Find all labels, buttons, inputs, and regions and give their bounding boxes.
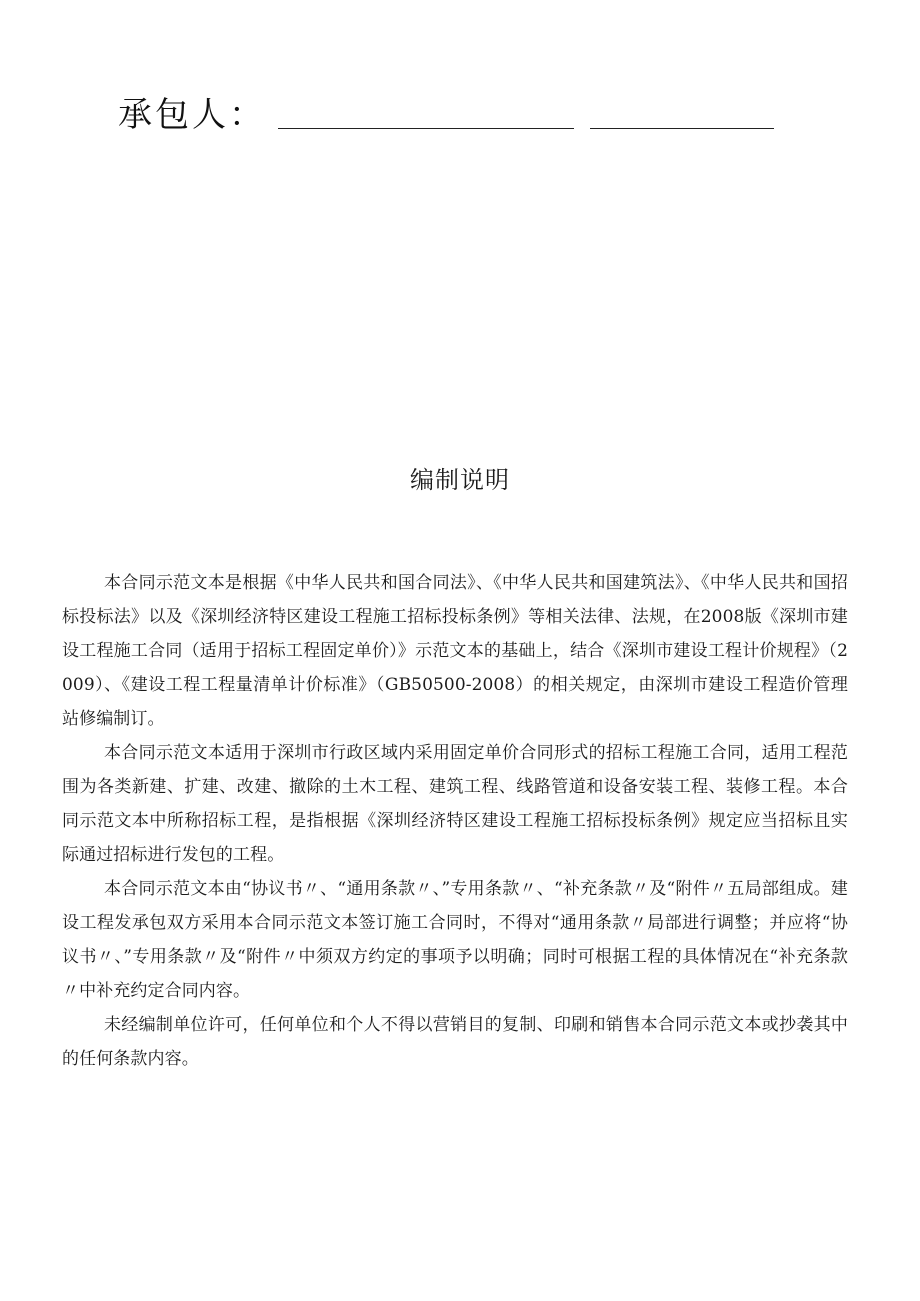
contractor-blank-line-2 bbox=[590, 128, 774, 129]
contractor-blank-line-1 bbox=[278, 128, 574, 129]
contractor-signature-line bbox=[118, 92, 798, 142]
paragraph-composition: 本合同示范文本由“协议书〃、“通用条款〃、”专用条款〃、“补充条款〃及“附件〃五局部组成。建设工程发承包双方采用本合同示范文本签订施工合同时，不得对“通用条款〃局部进行调整；并应将“协议书〃、”专用条款〃及“附件〃中须双方约定的事项予以明确；同时可根据工程的具体情况在“补充条款〃中补充约定合同内容。 bbox=[62, 879, 848, 1001]
section-title: 编制说明 bbox=[410, 466, 510, 494]
paragraph-copyright: 未经编制单位许可，任何单位和个人不得以营销目的复制、印刷和销售本合同示范文本或抄袭其中的任何条款内容。 bbox=[62, 1015, 848, 1069]
paragraph-legal-basis: 本合同示范文本是根据《中华人民共和国合同法》、《中华人民共和国建筑法》、《中华人民共和国招标投标法》以及《深圳经济特区建设工程施工招标投标条例》等相关法律、法规，在2008版《深圳市建设工程施工合同（适用于招标工程固定单价）》示范文本的基础上，结合《深圳市建设工程计价规程》（2009）、《建设工程工程量清单计价标准》（GB50500-2008）的相关规定，由深圳市建设工程造价管理站修编制订。 bbox=[62, 573, 848, 729]
contractor-label: 承包人： bbox=[118, 95, 266, 135]
paragraph-scope: 本合同示范文本适用于深圳市行政区域内采用固定单价合同形式的招标工程施工合同，适用工程范围为各类新建、扩建、改建、撤除的土木工程、建筑工程、线路管道和设备安装工程、装修工程。本合同示范文本中所称招标工程，是指根据《深圳经济特区建设工程施工招标投标条例》规定应当招标且实际通过招标进行发包的工程。 bbox=[62, 743, 848, 865]
explanation-body bbox=[62, 566, 848, 1076]
